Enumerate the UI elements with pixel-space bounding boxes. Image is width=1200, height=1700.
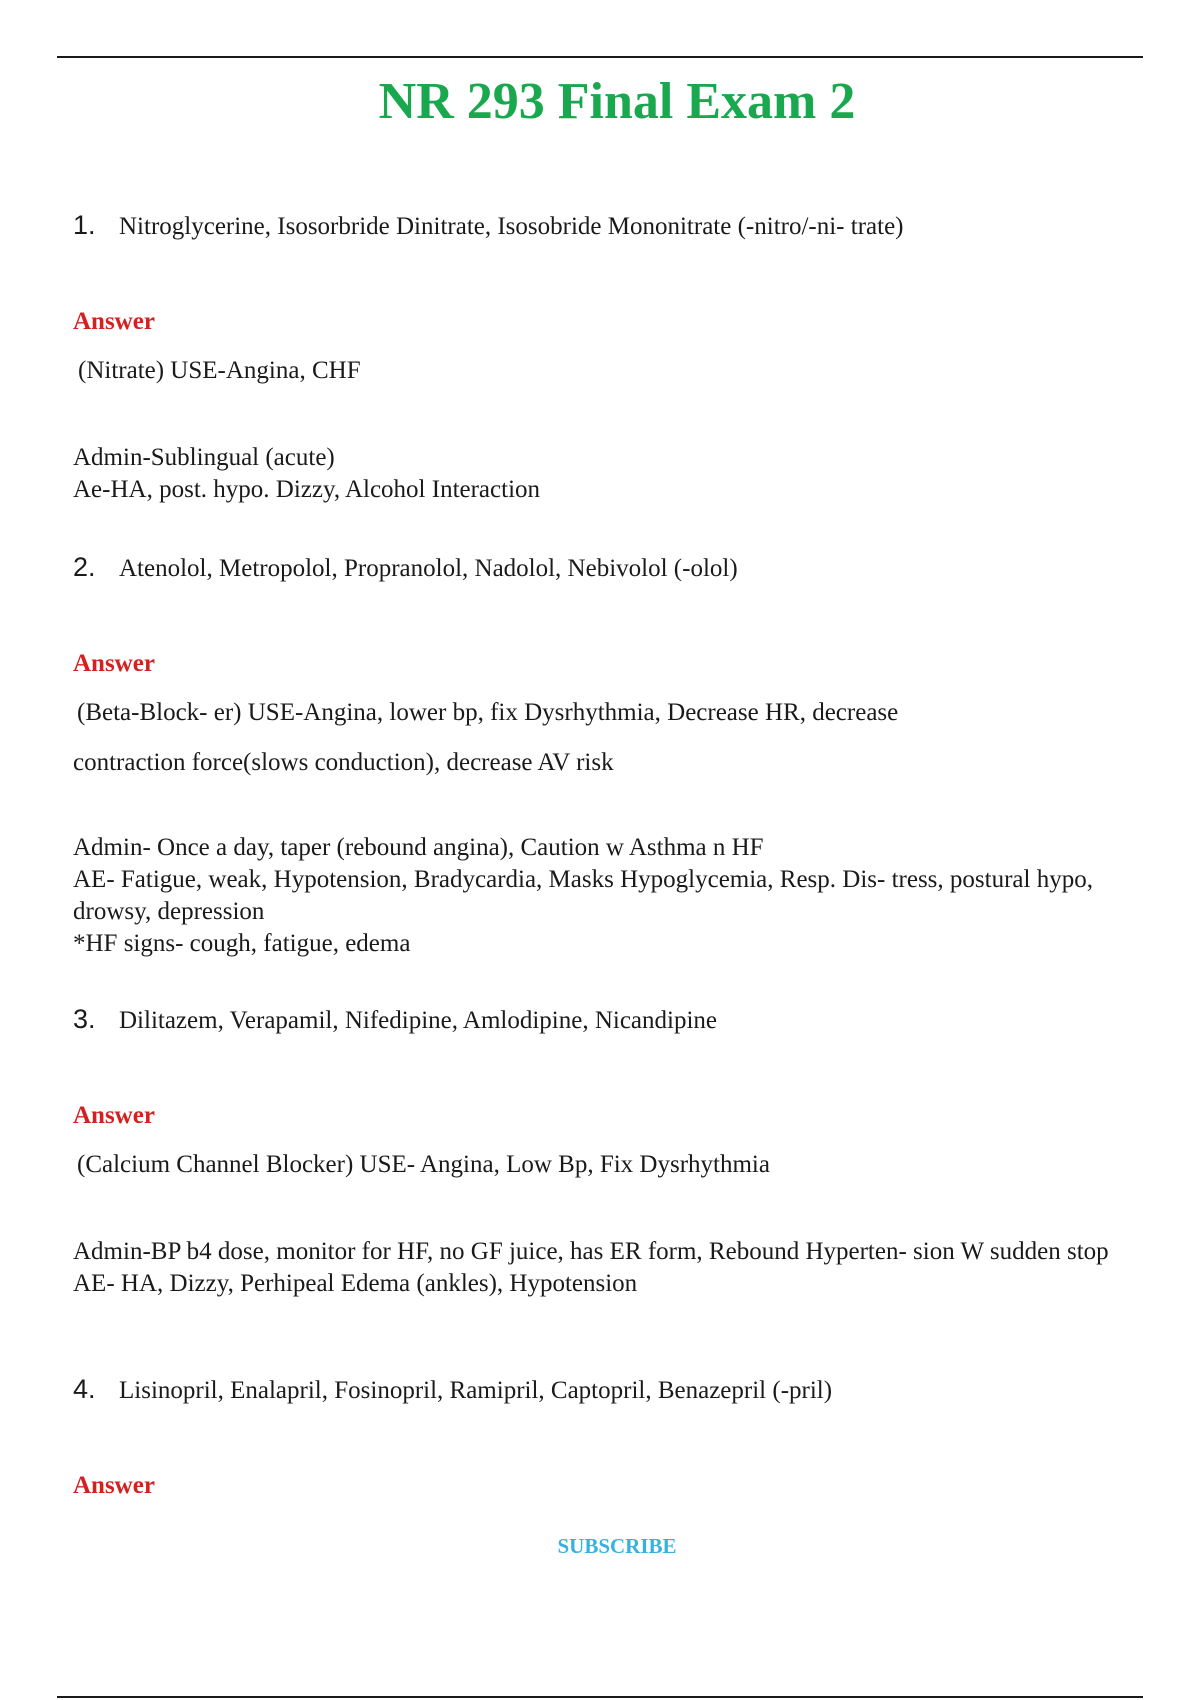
subscribe-link[interactable]: SUBSCRIBE (557, 1534, 677, 1558)
question-prompt: Nitroglycerine, Isosorbride Dinitrate, Isosobride Mononitrate (-nitro/-ni- trate) (119, 213, 904, 240)
answer-label: Answer (73, 308, 155, 335)
question-2 (73, 552, 738, 583)
question-number: 3. (73, 1004, 96, 1034)
question-1 (73, 210, 904, 241)
answer-text: (Beta-Block- er) USE-Angina, lower bp, fix Dysrhythmia, Decrease HR, decrease (77, 699, 899, 726)
top-rule (57, 56, 1143, 58)
question-number: 1. (73, 210, 96, 240)
answer-label: Answer (73, 650, 155, 677)
detail-line: Admin-Sublingual (acute) (73, 444, 335, 471)
bottom-rule (57, 1696, 1143, 1698)
answer-label: Answer (73, 1102, 155, 1129)
question-number: 2. (73, 552, 96, 582)
detail-line: Admin- Once a day, taper (rebound angina), Caution w Asthma n HF (73, 834, 764, 861)
question-prompt: Lisinopril, Enalapril, Fosinopril, Ramipril, Captopril, Benazepril (-pril) (119, 1377, 833, 1404)
answer-text: contraction force(slows conduction), decrease AV risk (73, 749, 614, 776)
detail-line: *HF signs- cough, fatigue, edema (73, 930, 411, 957)
answer-details (73, 442, 1153, 506)
page-title: NR 293 Final Exam 2 (378, 73, 856, 130)
question-3 (73, 1004, 717, 1035)
detail-line: AE- HA, Dizzy, Perhipeal Edema (ankles), Hypotension (73, 1270, 638, 1297)
detail-line: AE- Fatigue, weak, Hypotension, Bradycardia, Masks Hypoglycemia, Resp. Dis- tress, postural hypo, drowsy, depression (73, 866, 1093, 925)
question-4 (73, 1374, 832, 1405)
question-prompt: Dilitazem, Verapamil, Nifedipine, Amlodipine, Nicandipine (119, 1007, 717, 1034)
detail-line: Admin-BP b4 dose, monitor for HF, no GF juice, has ER form, Rebound Hyperten- sion W sudden stop (73, 1238, 1109, 1265)
question-number: 4. (73, 1374, 96, 1404)
detail-line: Ae-HA, post. hypo. Dizzy, Alcohol Interaction (73, 476, 541, 503)
answer-label: Answer (73, 1472, 155, 1499)
question-prompt: Atenolol, Metropolol, Propranolol, Nadolol, Nebivolol (-olol) (119, 555, 738, 582)
answer-text: (Calcium Channel Blocker) USE- Angina, Low Bp, Fix Dysrhythmia (77, 1151, 770, 1178)
answer-details (73, 1236, 1153, 1300)
answer-details (73, 832, 1153, 960)
answer-text: (Nitrate) USE-Angina, CHF (78, 357, 361, 384)
